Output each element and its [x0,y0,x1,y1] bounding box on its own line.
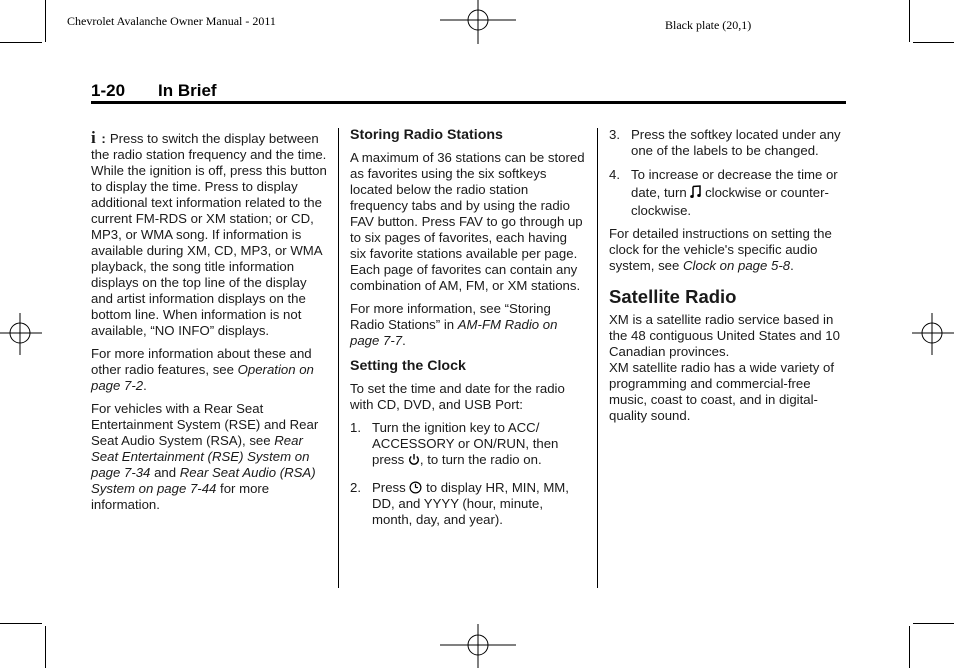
column-divider-2 [597,128,598,588]
satellite-text-1: XM is a satellite radio service based in the 48 contiguous United States and 10 Canadian provinces. [609,312,840,359]
registration-mark-bottom [440,624,516,668]
step-2-text-end: to display HR, MIN, MM, DD, and YYYY (hour, minute, month, day, and year). [372,480,569,527]
storing-text: A maximum of 36 stations can be stored as favorites using the six softkeys located below the radio station frequency tabs and by using the radio FAV button. Press FAV to go through up to six pages of favorites, each having six favorite stations available per page. Each page of favorites can contain any combination of AM, FM, or XM stations. [350,150,585,293]
column-3 [609,127,849,431]
section-title: In Brief [158,81,217,100]
column-divider-1 [338,128,339,588]
registration-mark-top [440,0,516,44]
clock-steps-list [350,420,585,528]
column-2 [350,127,585,535]
step-4-text: To increase or decrease the time or date, turn [631,167,838,200]
storing-heading: Storing Radio Stations [350,127,503,143]
step-4-text-end: clockwise or counter-clockwise. [631,185,829,218]
registration-mark-right [912,313,954,355]
more-info-period: . [143,378,147,393]
clock-step-1 [350,420,585,468]
step-4-number: 4. [609,167,620,182]
storing-more-paragraph [350,301,585,349]
crop-mark-br-v [909,626,910,668]
crop-mark-tl-h [0,42,42,43]
clock-steps-list-continued [609,127,849,220]
step-3-number: 3. [609,127,620,142]
clock-intro: To set the time and date for the radio with CD, DVD, and USB Port: [350,381,565,412]
more-info-text: For more information about these and other radio features, see [91,346,312,377]
clock-step-4 [609,166,849,220]
satellite-text-2: XM satellite radio has a wide variety of programming and commercial-free music, coast to coast, and in digital-quality sound. [609,360,835,423]
power-icon [408,453,420,466]
step-1-text-end: , to turn the radio on. [419,452,542,467]
crop-mark-bl-v [45,626,46,668]
storing-more-period: . [402,333,406,348]
page-number: 1-20 [91,81,126,100]
am-fm-radio-link[interactable]: AM-FM Radio on page 7-7 [350,317,558,348]
header-rule [91,101,846,104]
crop-mark-tl-v [45,0,46,42]
info-text: Press to switch the display between the radio station frequency and the time. While the ignition is off, press this button to display the time. Press to display additional text information related to the current FM-RDS or XM station; or CD, MP3, or WMA song. If information is available during XM, CD, MP3, or WMA playback, the song title information displays on the top line of the display and artist information displays on the bottom line. When information is not available, “NO INFO” displays. [91,131,327,338]
rse-paragraph [91,401,329,513]
rse-link[interactable]: Rear Seat Entertainment (RSE) System on page 7-34 [91,433,310,480]
rse-text: For vehicles with a Rear Seat Entertainment System (RSE) and Rear Seat Audio System (RSA), see [91,401,319,448]
step-1-text: Turn the ignition key to ACC/ ACCESSORY or ON/RUN, then press [372,420,559,467]
detail-paragraph [609,226,849,274]
info-paragraph [91,130,329,339]
rse-end: for more information. [91,481,270,512]
detail-text: For detailed instructions on setting the clock for the vehicle's specific audio system, see [609,226,832,273]
crop-mark-tr-v [909,0,910,42]
step-3-text: Press the softkey located under any one of the labels to be changed. [631,127,841,158]
operation-link[interactable]: Operation on page 7-2 [91,362,314,393]
clock-step-3 [609,127,849,159]
step-2-text: Press [372,480,406,495]
step-1-number: 1. [350,420,361,435]
clock-icon [409,481,422,494]
crop-mark-tr-h [913,42,954,43]
clock-step-2 [350,480,585,528]
step-2-number: 2. [350,480,361,495]
tune-knob-icon [690,185,701,199]
clock-heading: Setting the Clock [350,358,466,374]
satellite-heading: Satellite Radio [609,286,737,307]
more-info-paragraph [91,346,329,394]
column-1 [91,130,329,520]
crop-mark-bl-h [0,623,42,624]
detail-period: . [790,258,794,273]
info-separator: : [101,131,106,146]
clock-link[interactable]: Clock on page 5-8 [683,258,791,273]
manual-title: Chevrolet Avalanche Owner Manual - 2011 [67,14,276,28]
rsa-link[interactable]: Rear Seat Audio (RSA) System on page 7-44 [91,465,316,496]
storing-more-text: For more information, see “Storing Radio Stations” in [350,301,551,332]
plate-label: Black plate (20,1) [665,18,752,32]
registration-mark-left [0,313,42,355]
crop-mark-br-h [913,623,954,624]
rse-and: and [154,465,177,480]
info-icon: i [91,128,96,147]
